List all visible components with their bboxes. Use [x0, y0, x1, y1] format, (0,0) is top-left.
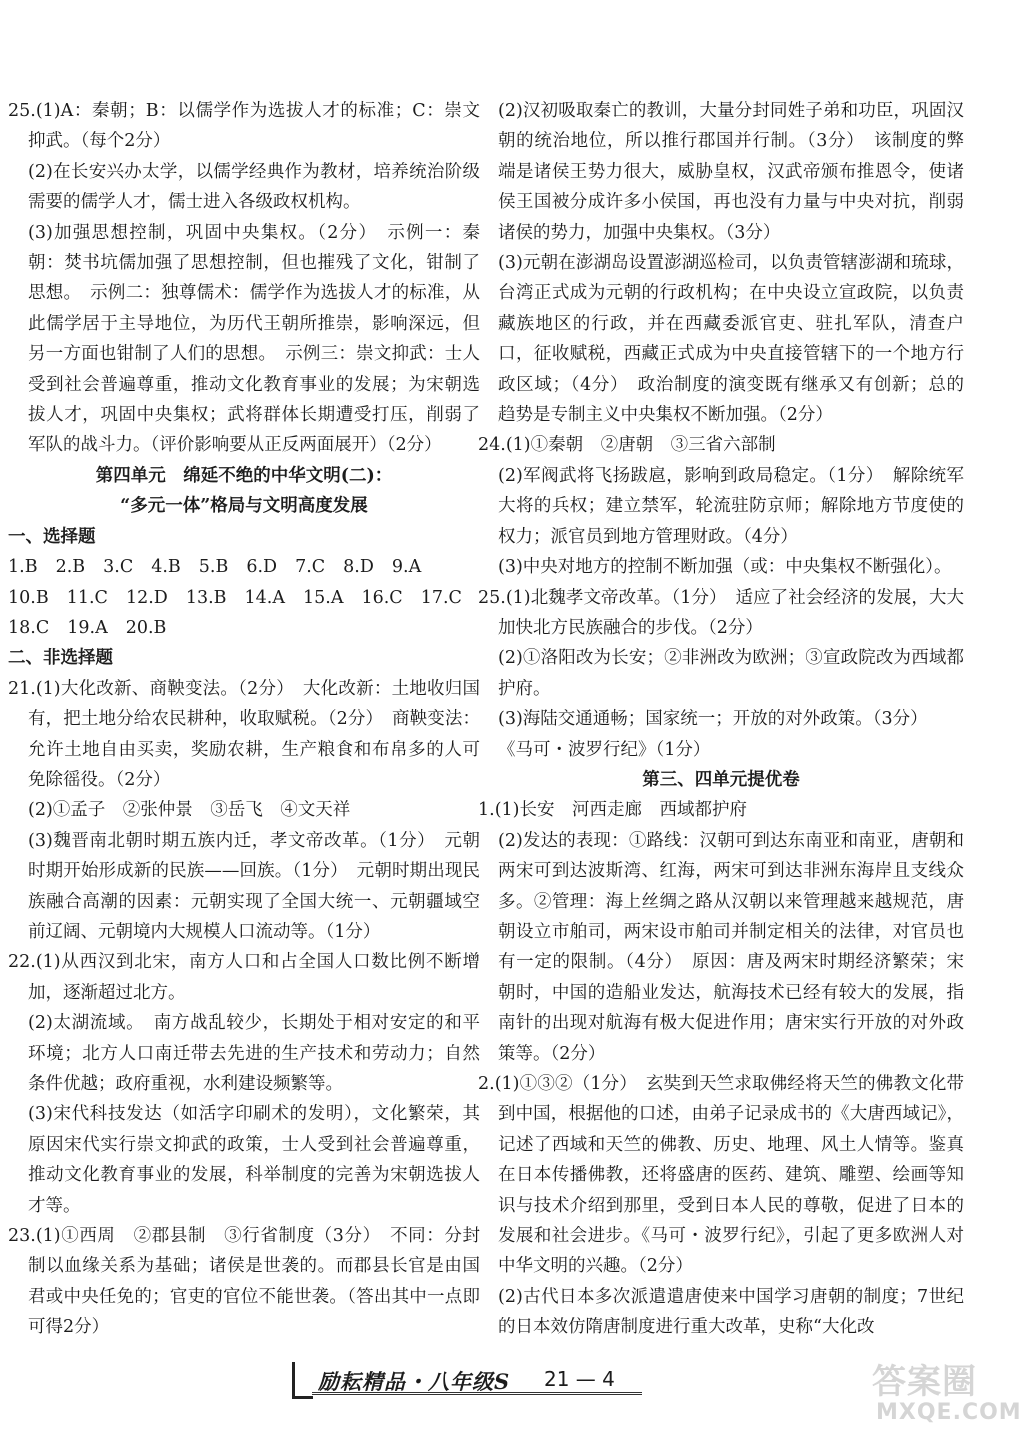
answer-paragraph: (3)中央对地方的控制不断加强（或：中央集权不断强化）。 [498, 557, 952, 578]
choice-answer: 2.B [55, 557, 86, 578]
answer-paragraph: 21.(1)大化改新、商鞅变法。（2分） 大化改新：土地收归国有，把土地分给农民耕种，收取赋税。（2分） 商鞅变法：允许土地自由买卖，奖励农耕，生产粮食和布帛多的人可免除徭役。（2分） [8, 678, 480, 790]
choice-answer: 12.D [125, 587, 168, 608]
answer-paragraph: (2)发达的表现：①路线：汉朝可到达东南亚和南亚，唐朝和两宋可到达波斯湾、红海，两宋可到达非洲东海岸且支线众多。②管理：海上丝绸之路从汉朝以来管理越来越规范，唐朝设立市舶司，两宋设市舶司并制定相关的法律，对官员也有一定的限制。（4分） 原因：唐及两宋时期经济繁荣；宋朝时，中国的造船业发达，航海技术已经有较大的发展，指南针的出现对航海有极大促进作用；唐宋实行开放的对外政策等。（2分） [498, 830, 964, 1064]
answer-paragraph: (2)太湖流域。 南方战乱较少，长期处于相对安定的和平环境；北方人口南迁带去先进的生产技术和劳动力；自然条件优越；政府重视，水利建设频繁等。 [28, 1013, 480, 1094]
left-column [8, 96, 480, 1343]
answer-paragraph: 23.(1)①西周 ②郡县制 ③行省制度（3分） 不同：分封制以血缘关系为基础；诸侯是世袭的。而郡县长官是由国君或中央任免的；官吏的官位不能世袭。（答出其中一点即可得2分） [8, 1226, 480, 1338]
answer-paragraph: (2)①洛阳改为长安；②非洲改为欧洲；③宣政院改为西域都护府。 [498, 648, 964, 699]
answer-paragraph: (3)海陆交通通畅；国家统一；开放的对外政策。（3分） [498, 709, 928, 730]
unit-title: 第三、四单元提优卷 [642, 769, 800, 790]
choice-answer: 15.A [302, 587, 344, 608]
answer-paragraph: 2.(1)①③②（1分） 玄奘到天竺求取佛经将天竺的佛教文化带到中国，根据他的口述，由弟子记录成书的《大唐西域记》，记述了西域和天竺的佛教、历史、地理、风土人情等。鉴真在日本传播佛教，还将盛唐的医药、建筑、雕塑、绘画等知识与技术介绍到那里，受到日本人民的尊敬，促进了日本的发展和社会进步。《马可・波罗行纪》，引起了更多欧洲人对中华文明的兴趣。（2分） [478, 1074, 964, 1277]
watermark-text: 答案圈 [872, 1362, 977, 1402]
page-footer [292, 1362, 644, 1396]
choice-answer: 11.C [66, 587, 108, 608]
answer-paragraph: (3)宋代科技发达（如活字印刷术的发明），文化繁荣，其原因宋代实行崇文抑武的政策，士人受到社会普遍尊重，推动文化教育事业的发展，科举制度的完善为宋朝选拔人才等。 [28, 1104, 480, 1216]
choice-answer: 4.B [151, 557, 181, 578]
choice-answer: 6.D [246, 557, 278, 578]
section-heading-choice: 一、选择题 [8, 526, 96, 547]
answer-paragraph: (2)古代日本多次派遣遣唐使来中国学习唐朝的制度；7世纪的日本效仿隋唐制度进行重大改革，史称“大化改 [498, 1286, 964, 1338]
answer-paragraph: (2)①孟子 ②张仲景 ③岳飞 ④文天祥 [28, 800, 351, 821]
page-number: 21 — 4 [544, 1367, 615, 1391]
unit-title: 第四单元 绵延不绝的中华文明(二)： [95, 465, 393, 486]
section-heading-nonchoice: 二、非选择题 [8, 648, 113, 669]
choice-answer: 13.B [185, 587, 227, 608]
choice-answer: 7.C [295, 557, 326, 578]
answer-paragraph: (3)元朝在澎湖岛设置澎湖巡检司，以负责管辖澎湖和琉球，台湾正式成为元朝的行政机构；在中央设立宣政院，以负责藏族地区的行政，并在西藏委派官吏、驻扎军队，清查户口，征收赋税，西藏正式成为中央直接管辖下的一个地方行政区域；（4分） 政治制度的演变既有继承又有创新；总的趋势是专制主义中央集权不断加强。（2分） [498, 253, 964, 426]
choice-answer: 17.C [420, 587, 462, 608]
answer-paragraph: (2)军阀武将飞扬跋扈，影响到政局稳定。（1分） 解除统军大将的兵权；建立禁军，轮流驻防京师；解除地方节度使的权力；派官员到地方管理财政。（4分） [498, 465, 964, 547]
choice-answer: 20.B [125, 617, 167, 638]
watermark-logo [872, 1354, 1022, 1432]
answer-paragraph: 24.(1)①秦朝 ②唐朝 ③三省六部制 [478, 435, 776, 456]
answer-paragraph: 1.(1)长安 河西走廊 西域都护府 [478, 800, 747, 821]
footer-rule [312, 1392, 642, 1395]
choice-answer: 9.A [391, 557, 422, 578]
watermark-url: MXQE.COM [876, 1400, 1022, 1425]
choice-answer: 18.C [8, 617, 50, 638]
answer-paragraph: (3)加强思想控制，巩固中央集权。（2分） 示例一：秦朝：焚书坑儒加强了思想控制，但也摧残了文化，钳制了思想。 示例二：独尊儒术：儒学作为选拔人才的标准，从此儒学居于主导地位，为历代王朝所推崇，影响深远，但另一方面也钳制了人们的思想。 示例三：崇文抑武：士人受到社会普遍尊重，推动文化教育事业的发展；为宋朝选拔人才，巩固中央集权；武将群体长期遭受打压，削弱了军队的战斗力。（评价影响要从正反两面展开）（2分） [28, 222, 480, 456]
choice-answers [8, 552, 480, 643]
answer-paragraph: 22.(1)从西汉到北宋，南方人口和占全国人口数比例不断增加，逐渐超过北方。 [8, 952, 480, 1003]
answer-paragraph: 25.(1)北魏孝文帝改革。（1分） 适应了社会经济的发展，大大加快北方民族融合的步伐。（2分） [478, 587, 964, 638]
right-column [478, 96, 964, 1343]
answer-paragraph: 25.(1)A：秦朝；B：以儒学作为选拔人才的标准；C：崇文抑武。（每个2分） [8, 101, 480, 152]
choice-answer: 14.A [244, 587, 285, 608]
choice-answer: 19.A [67, 617, 108, 638]
choice-answer: 10.B [8, 587, 49, 608]
choice-answer: 16.C [361, 587, 403, 608]
choice-answer: 8.D [343, 557, 374, 578]
answer-paragraph: (3)魏晋南北朝时期五族内迁，孝文帝改革。（1分） 元朝时期开始形成新的民族——回族。（1分） 元朝时期出现民族融合高潮的因素：元朝实现了全国大统一、元朝疆域空前辽阔、元朝境内大规模人口流动等。（1分） [28, 830, 480, 942]
footer-bracket [292, 1362, 313, 1399]
footer-brand: 励耘精品・八年级S [318, 1369, 511, 1394]
answer-paragraph: 《马可・波罗行纪》（1分） [498, 739, 711, 760]
unit-subtitle: “多元一体”格局与文明高度发展 [120, 496, 368, 517]
answer-paragraph: (2)在长安兴办太学，以儒学经典作为教材，培养统治阶级需要的儒学人才，儒士进入各级政权机构。 [28, 161, 480, 213]
choice-answer: 3.C [103, 557, 134, 578]
choice-answer: 5.B [198, 557, 229, 578]
answer-paragraph: (2)汉初吸取秦亡的教训，大量分封同姓子弟和功臣，巩固汉朝的统治地位，所以推行郡国并行制。（3分） 该制度的弊端是诸侯王势力很大，威胁皇权，汉武帝颁布推恩令，使诸侯王国被分成许多小侯国，再也没有力量与中央对抗，削弱诸侯的势力，加强中央集权。（3分） [498, 101, 964, 243]
choice-answer: 1.B [8, 557, 38, 578]
